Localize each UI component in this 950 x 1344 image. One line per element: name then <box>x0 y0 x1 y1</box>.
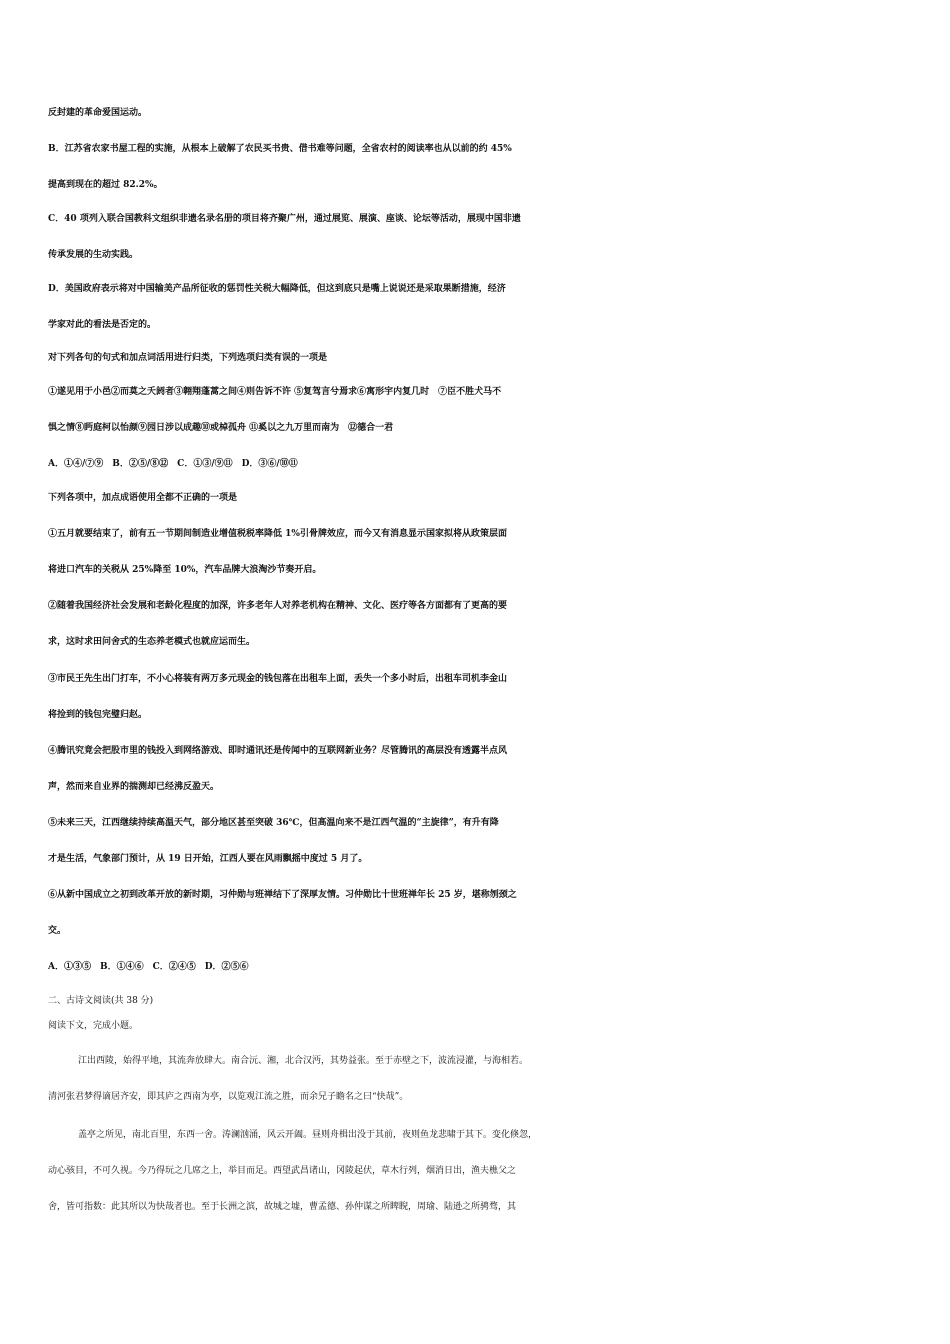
sentence-list-line-2: 惧之情⑧眄庭柯以怡颜⑨园日涉以成趣⑩或棹孤舟 ⑪奚以之九万里而南为 ⑫德合一君 <box>48 423 394 433</box>
sentence-list-line-1: ①遂见用于小邑②而莫之夭阏者③翱翔蓬蒿之间④则告诉不许 ⑤复驾言兮焉求⑥寓形宇内复几时 ⑦臣不胜犬马不 <box>48 387 502 397</box>
section-heading-classical-reading: 二、古诗文阅读(共 38 分) <box>48 996 154 1006</box>
idiom-item-6-line-2: 交。 <box>48 926 67 936</box>
option-c-line-2: 传承发展的生动实践。 <box>48 250 139 260</box>
passage-paragraph-2-line-1: 盖亭之所见，南北百里，东西一舍。涛澜汹涌，风云开阖。昼则舟楫出没于其前，夜则鱼龙悲啸于其下。变化倏忽， <box>78 1130 538 1140</box>
idiom-answer-options: A．①③⑤ B．①④⑥ C．②④⑤ D．②⑤⑥ <box>48 962 249 972</box>
passage-paragraph-2-line-3: 舍，皆可指数：此其所以为快哉者也。至于长洲之滨，故城之墟，曹孟德、孙仲谋之所睥睨，周瑜、陆逊之所骋骛，其 <box>48 1202 517 1212</box>
passage-paragraph-2-line-2: 动心骇目，不可久视。今乃得玩之几席之上，举目而足。西望武昌诸山，冈陵起伏，草木行列，烟消日出，渔夫樵父之 <box>48 1166 517 1176</box>
option-c-line-1: C．40 项列入联合国教科文组织非遗名录名册的项目将齐聚广州，通过展览、展演、座谈、论坛等活动，展现中国非遗 <box>48 214 521 224</box>
idiom-item-5-line-2: 才是生活，气象部门预计，从 19 日开始，江西人要在风雨飘摇中度过 5 月了。 <box>48 854 368 864</box>
option-d-line-1: D．美国政府表示将对中国输美产品所征收的惩罚性关税大幅降低，但这到底只是嘴上说说还是采取果断措施，经济 <box>48 284 506 294</box>
idiom-item-1-line-1: ①五月就要结束了，前有五一节期间制造业增值税税率降低 1%引骨牌效应，而今又有消息显示国家拟将从政策层面 <box>48 529 507 539</box>
idiom-item-3-line-2: 将捡到的钱包完璧归赵。 <box>48 710 148 720</box>
idiom-item-4-line-2: 声，然而来自业界的揣测却已经沸反盈天。 <box>48 782 220 792</box>
idiom-item-3-line-1: ③市民王先生出门打车，不小心将装有两万多元现金的钱包落在出租车上面，丢失一个多小时后，出租车司机李金山 <box>48 674 508 684</box>
reading-instruction: 阅读下文，完成小题。 <box>48 1021 139 1031</box>
passage-paragraph-1-line-1: 江出西陵，始得平地，其流奔放肆大。南合沅、湘，北合汉沔，其势益张。至于赤壁之下，波流浸灌，与海相若。 <box>78 1056 529 1066</box>
option-b-line-1: B．江苏省农家书屋工程的实施，从根本上破解了农民买书贵、借书难等问题，全省农村的阅读率也从以前的约 45% <box>48 144 512 154</box>
idiom-item-5-line-1: ⑤未来三天，江西继续持续高温天气，部分地区甚至突破 36℃，但高温向来不是江西气温的“主旋律”，有升有降 <box>48 818 499 828</box>
classification-answer-options: A．①④/⑦⑨ B．②⑤/⑧⑫ C．①③/⑨⑪ D．③⑥/⑩⑪ <box>48 459 298 469</box>
option-b-line-2: 提高到现在的超过 82.2%。 <box>48 180 163 190</box>
option-d-line-2: 学家对此的看法是否定的。 <box>48 320 157 330</box>
idiom-item-1-line-2: 将进口汽车的关税从 25%降至 10%，汽车品牌大浪淘沙节奏开启。 <box>48 565 322 575</box>
idiom-item-4-line-1: ④腾讯究竟会把股市里的钱投入到网络游戏、即时通讯还是传闻中的互联网新业务？尽管腾讯的高层没有透露半点风 <box>48 746 508 756</box>
idiom-item-6-line-1: ⑥从新中国成立之初到改革开放的新时期，习仲勋与班禅结下了深厚友情。习仲勋比十世班禅年长 25 岁，堪称刎颈之 <box>48 890 517 900</box>
idiom-item-2-line-2: 求，这时求田问舍式的生态养老模式也就应运而生。 <box>48 637 256 647</box>
idiom-item-2-line-1: ②随着我国经济社会发展和老龄化程度的加深，许多老年人对养老机构在精神、文化、医疗等各方面都有了更高的要 <box>48 601 508 611</box>
option-a-continuation-line: 反封建的革命爱国运动。 <box>48 108 148 118</box>
question-stem-idioms: 下列各项中，加点成语使用全都不正确的一项是 <box>48 493 238 503</box>
passage-paragraph-1-line-2: 清河张君梦得谪居齐安，即其庐之西南为亭，以览观江流之胜，而余兄子瞻名之曰“快哉”。 <box>48 1092 409 1102</box>
question-stem-classification: 对下列各句的句式和加点词活用进行归类，下列选项归类有误的一项是 <box>48 353 328 363</box>
